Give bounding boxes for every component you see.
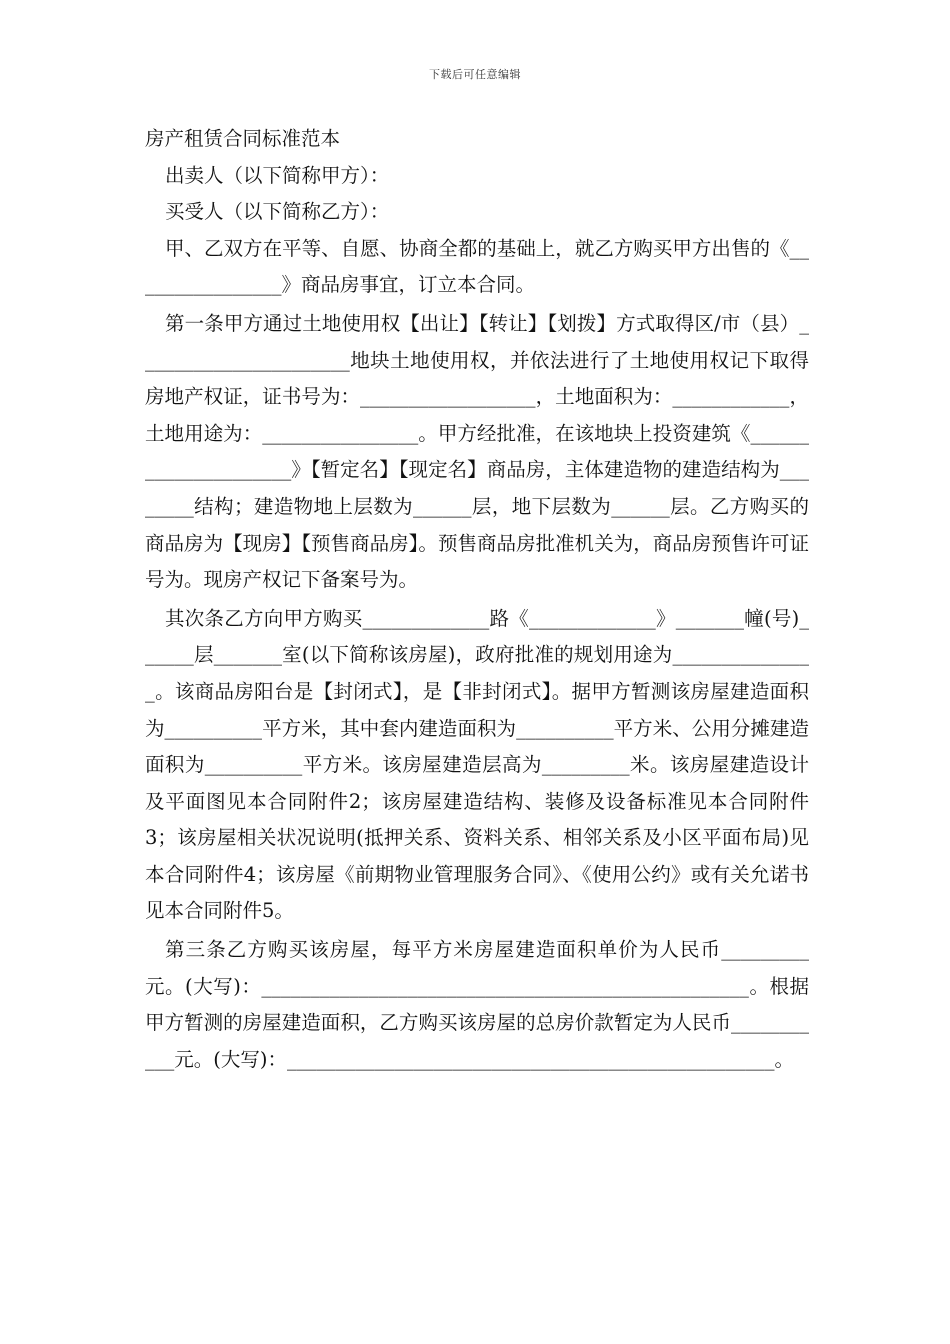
seller-line: 出卖人（以下简称甲方）： bbox=[165, 163, 390, 187]
intro-paragraph: 甲、乙双方在平等、自愿、协商全都的基础上，就乙方购买甲方出售的《________________》商品房事宜，订立本合同。 bbox=[145, 236, 809, 297]
article-3-paragraph: 第三条乙方购买该房屋，每平方米房屋建造面积单价为人民币_________元。(大写)：__________________________________________________。根据甲方暂测的房屋建造面积，乙方购买该房屋的总房价款暂定为人民币___________元。(大写)：__________________________________________________。 bbox=[145, 938, 809, 1071]
document-body bbox=[145, 121, 809, 1078]
buyer-line: 买受人（以下简称乙方）： bbox=[165, 200, 390, 224]
article-2-paragraph: 其次条乙方向甲方购买_____________路《_____________》_______幢(号)______层_______室(以下简称该房屋)，政府批准的规划用途为_______________。该商品房阳台是【封闭式】，是【非封闭式】。据甲方暂测该房屋建造面积为__________平方米，其中套内建造面积为__________平方米、公用分摊建造面积为__________平方米。该房屋建造层高为_________米。该房屋建造设计及平面图见本合同附件2；该房屋建造结构、装修及设备标准见本合同附件3；该房屋相关状况说明(抵押关系、资料关系、相邻关系及小区平面布局)见本合同附件4；该房屋《前期物业管理服务合同》、《使用公约》或有关允诺书见本合同附件5。 bbox=[145, 606, 809, 923]
article-1-paragraph: 第一条甲方通过土地使用权【出让】【转让】【划拨】方式取得区/市（县）______________________地块土地使用权，并依法进行了土地使用权记下取得房地产权证，证书号为：__________________，土地面积为：____________，土地用途为：________________。甲方经批准，在该地块上投资建筑《_____________________》【暂定名】【现定名】商品房，主体建造物的建造结构为________结构；建造物地上层数为______层，地下层数为______层。乙方购买的商品房为【现房】【预售商品房】。预售商品房批准机关为，商品房预售许可证号为。现房产权记下备案号为。 bbox=[145, 311, 809, 592]
document-title: 房产租赁合同标准范本 bbox=[145, 127, 341, 150]
page-header-note: 下载后可任意编辑 bbox=[429, 68, 521, 81]
